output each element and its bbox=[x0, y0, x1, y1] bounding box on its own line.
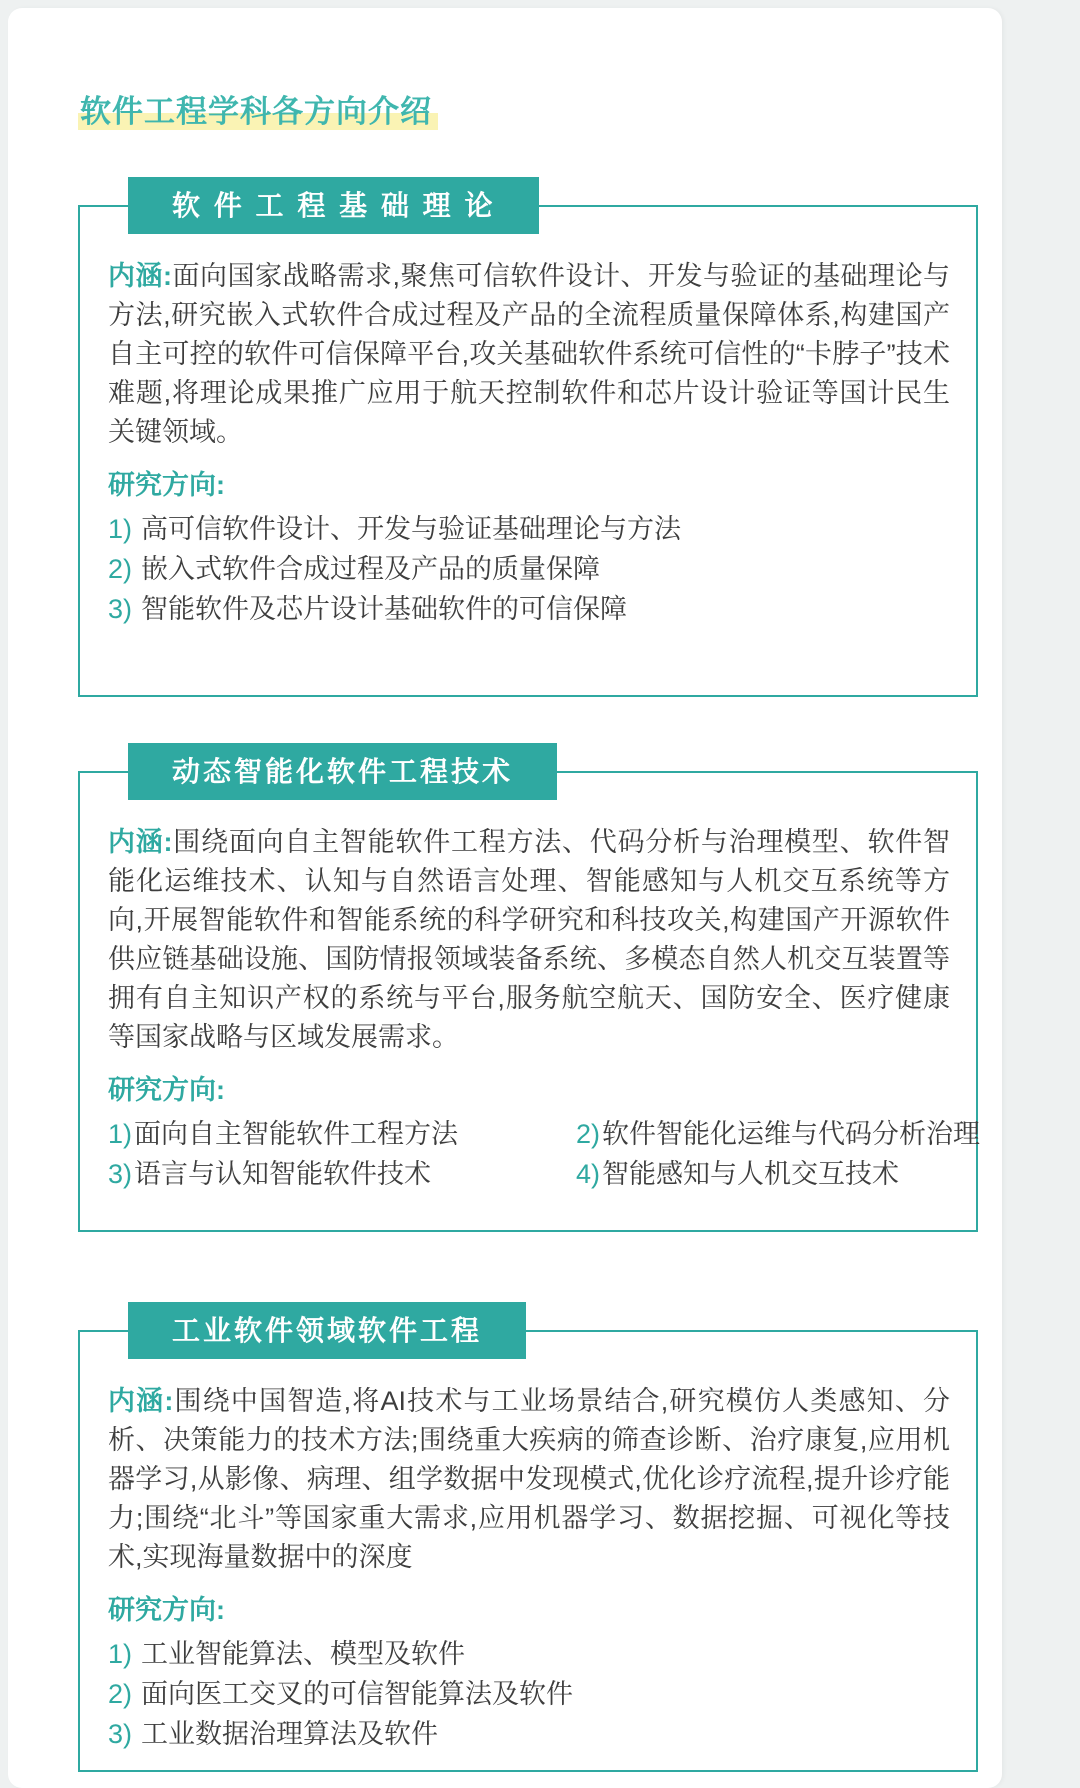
direction-number: 1) bbox=[108, 514, 133, 544]
section-2 bbox=[78, 743, 981, 1232]
directions-label: 研究方向: bbox=[108, 470, 225, 500]
direction-text: 高可信软件设计、开发与验证基础理论与方法 bbox=[141, 514, 682, 544]
directions-list bbox=[108, 1634, 950, 1754]
direction-number: 3) bbox=[108, 1159, 133, 1189]
title-highlight: 软件工程学科各方向介绍 bbox=[78, 94, 438, 131]
direction-item bbox=[576, 1114, 980, 1154]
page-card bbox=[8, 8, 1002, 1788]
connotation-label: 内涵: bbox=[108, 261, 172, 291]
directions-list bbox=[108, 1114, 981, 1194]
direction-item bbox=[108, 1634, 950, 1674]
direction-text: 嵌入式软件合成过程及产品的质量保障 bbox=[141, 554, 601, 584]
direction-item bbox=[108, 1114, 572, 1154]
direction-number: 4) bbox=[576, 1159, 601, 1189]
section-title-banner: 工业软件领域软件工程 bbox=[128, 1302, 526, 1359]
page-title bbox=[78, 86, 978, 131]
connotation-label: 内涵: bbox=[108, 1386, 174, 1416]
section-1 bbox=[78, 177, 978, 697]
section-3 bbox=[78, 1302, 978, 1772]
direction-item bbox=[108, 589, 950, 629]
connotation-label: 内涵: bbox=[108, 827, 173, 857]
direction-number: 3) bbox=[108, 594, 133, 624]
connotation bbox=[108, 1382, 950, 1577]
direction-text: 软件智能化运维与代码分析治理 bbox=[602, 1119, 981, 1149]
direction-item bbox=[108, 1154, 572, 1194]
connotation-text: 围绕中国智造,将AI技术与工业场景结合,研究模仿人类感知、分析、决策能力的技术方法;围绕重大疾病的筛查诊断、治疗康复,应用机器学习,从影像、病理、组学数据中发现模式,优化诊疗流程,提升诊疗能力;围绕“北斗”等国家重大需求,应用机器学习、数据挖掘、可视化等技术,实现海量数据中的深度 bbox=[108, 1386, 951, 1572]
direction-number: 1) bbox=[108, 1119, 133, 1149]
direction-number: 2) bbox=[108, 554, 133, 584]
direction-text: 工业智能算法、模型及软件 bbox=[141, 1639, 466, 1669]
section-title-banner: 动态智能化软件工程技术 bbox=[128, 743, 557, 800]
connotation bbox=[108, 257, 950, 452]
directions-label: 研究方向: bbox=[108, 1595, 225, 1625]
connotation-text: 面向国家战略需求,聚焦可信软件设计、开发与验证的基础理论与方法,研究嵌入式软件合成过程及产品的全流程质量保障体系,构建国产自主可控的软件可信保障平台,攻关基础软件系统可信性的“卡脖子”技术难题,将理论成果推广应用于航天控制软件和芯片设计验证等国计民生关键领域。 bbox=[108, 261, 950, 447]
direction-item bbox=[108, 1714, 950, 1754]
sections bbox=[78, 177, 981, 1772]
direction-text: 智能感知与人机交互技术 bbox=[602, 1159, 900, 1189]
section-box bbox=[78, 205, 978, 697]
direction-item bbox=[108, 1674, 950, 1714]
direction-number: 2) bbox=[108, 1679, 133, 1709]
direction-text: 面向自主智能软件工程方法 bbox=[134, 1119, 459, 1149]
section-box bbox=[78, 1330, 978, 1772]
direction-item bbox=[576, 1154, 980, 1194]
direction-number: 1) bbox=[108, 1639, 133, 1669]
section-title-banner: 软 件 工 程 基 础 理 论 bbox=[128, 177, 539, 234]
direction-text: 语言与认知智能软件技术 bbox=[134, 1159, 432, 1189]
direction-number: 3) bbox=[108, 1719, 133, 1749]
section-box bbox=[78, 771, 981, 1232]
direction-item bbox=[108, 509, 950, 549]
connotation-text: 围绕面向自主智能软件工程方法、代码分析与治理模型、软件智能化运维技术、认知与自然语言处理、智能感知与人机交互系统等方向,开展智能软件和智能系统的科学研究和科技攻关,构建国产开源软件供应链基础设施、国防情报领域装备系统、多模态自然人机交互装置等拥有自主知识产权的系统与平台,服务航空航天、国防安全、医疗健康等国家战略与区域发展需求。 bbox=[108, 827, 950, 1052]
connotation bbox=[108, 823, 950, 1057]
direction-text: 智能软件及芯片设计基础软件的可信保障 bbox=[141, 594, 628, 624]
direction-number: 2) bbox=[576, 1119, 601, 1149]
directions-label: 研究方向: bbox=[108, 1075, 225, 1105]
direction-item bbox=[108, 549, 950, 589]
directions-list bbox=[108, 509, 950, 629]
direction-text: 面向医工交叉的可信智能算法及软件 bbox=[141, 1679, 574, 1709]
direction-text: 工业数据治理算法及软件 bbox=[141, 1719, 439, 1749]
